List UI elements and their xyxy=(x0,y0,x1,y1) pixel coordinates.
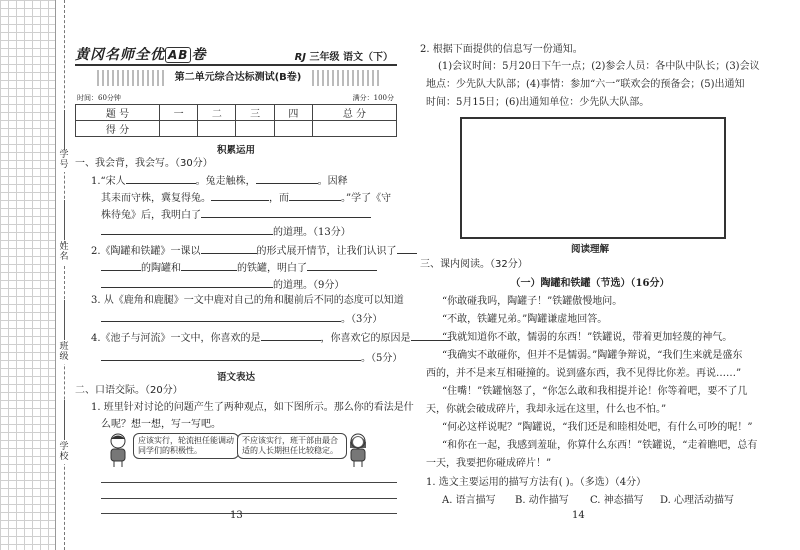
text: 。兔走触株， xyxy=(195,176,256,187)
page-number: 14 xyxy=(572,510,585,521)
grade-subject: 三年级 语文（下） xyxy=(309,52,393,63)
section-heading: 语文表达 xyxy=(216,372,255,383)
score-cell: 四 xyxy=(274,105,312,121)
option-b[interactable]: B. 动作描写 xyxy=(515,495,569,506)
question-text xyxy=(91,243,417,258)
score-input-cell[interactable] xyxy=(274,121,312,137)
brand-name: 黄冈名师全优 xyxy=(75,47,165,63)
question-text xyxy=(91,330,451,345)
cut-line xyxy=(64,0,65,550)
boy-illustration-icon xyxy=(105,432,131,468)
text: ，而 xyxy=(269,193,289,204)
question-text xyxy=(91,294,404,307)
page-header xyxy=(75,44,397,66)
section-heading: 阅读理解 xyxy=(570,244,609,255)
score-table-score-row xyxy=(76,121,397,137)
passage-line: “你敢碰我吗，陶罐子！”铁罐傲慢地问。 xyxy=(442,296,623,307)
score-input-cell[interactable] xyxy=(160,121,198,137)
blank[interactable] xyxy=(289,190,341,201)
score-input-cell[interactable] xyxy=(312,121,396,137)
page-number: 13 xyxy=(230,510,243,521)
question-heading: 二、口语交际。（20分） xyxy=(75,385,183,396)
brand-ab: AB xyxy=(165,47,191,63)
question-heading: 三、课内阅读。（32分） xyxy=(420,259,528,270)
question-text xyxy=(101,190,391,205)
score-cell: 二 xyxy=(198,105,236,121)
passage-line: 一天，我要把你碰成碎片！” xyxy=(426,458,552,469)
student-id-field[interactable] xyxy=(64,110,66,150)
blank[interactable] xyxy=(101,224,273,235)
text: ，你喜欢它的原因是 xyxy=(320,333,411,344)
notice-answer-box[interactable] xyxy=(460,117,726,239)
name-label: 姓名 xyxy=(57,242,71,264)
score-cell: 总 分 xyxy=(312,105,396,121)
option-c[interactable]: C. 神态描写 xyxy=(590,495,644,506)
question-text: 1. 班里针对讨论的问题产生了两种观点，如下图所示。那么你的看法是什 xyxy=(91,402,414,413)
passage-line: “和你在一起，我感到羞耻，你算什么东西！”铁罐说，“走着瞧吧，总有 xyxy=(442,440,758,451)
text: 株待兔》后，我明白了 xyxy=(101,210,201,221)
speech-bubble-left: 应该实行，轮流担任能调动同学们的积极性。 xyxy=(133,433,239,459)
option-d[interactable]: D. 心理活动描写 xyxy=(660,495,735,506)
score-cell: 一 xyxy=(160,105,198,121)
blank[interactable] xyxy=(181,260,237,271)
text: 4.《池子与河流》一文中，你喜欢的是 xyxy=(91,333,261,344)
blank[interactable] xyxy=(256,173,318,184)
text: 的陶罐和 xyxy=(141,263,181,274)
blank[interactable] xyxy=(397,243,417,254)
text: 的道理。（9分） xyxy=(273,280,345,291)
question-text xyxy=(101,350,402,365)
answer-line[interactable] xyxy=(101,482,397,483)
school-label: 学校 xyxy=(57,442,71,464)
text: 。（3分） xyxy=(341,314,383,325)
name-field[interactable] xyxy=(64,200,66,240)
score-cell: 三 xyxy=(236,105,274,121)
brand-suffix: 卷 xyxy=(191,47,207,63)
score-table-header-row xyxy=(76,105,397,121)
text: 3. 从《鹿角和鹿腿》一文中鹿对自己的角和腿前后不同的态度可以知道 xyxy=(91,295,404,306)
right-page xyxy=(420,0,790,550)
question-text: 地点：少先队大队部；(4)事情：参加“六一”联欢会的预备会；(5)出通知 xyxy=(426,79,745,90)
blank[interactable] xyxy=(126,173,196,184)
passage-line: “我确实不敢碰你，但并不是懦弱。”陶罐争辩说，“我们生来就是盛东 xyxy=(442,350,743,361)
question-text: 1. 选文主要运用的描写方法有( )。（多选）（4分） xyxy=(426,477,647,488)
test-title-bar xyxy=(97,70,379,86)
brand-logo xyxy=(75,44,206,64)
blank[interactable] xyxy=(101,260,141,271)
blank[interactable] xyxy=(201,243,257,254)
section-heading: 积累运用 xyxy=(216,145,255,156)
blank[interactable] xyxy=(101,311,341,322)
score-cell: 得 分 xyxy=(76,121,160,137)
blank[interactable] xyxy=(101,277,273,288)
question-text xyxy=(101,260,377,275)
text: 。（5分） xyxy=(361,353,403,364)
test-title: 第二单元综合达标测试(B卷) xyxy=(167,70,309,86)
question-text: 时间：5月15日；(6)出通知单位：少先队大队部。 xyxy=(426,97,650,108)
binding-strip xyxy=(55,0,73,550)
text: 的形式展开情节，让我们认识了 xyxy=(256,246,397,257)
student-id-label: 学号 xyxy=(57,150,71,172)
blank[interactable] xyxy=(101,350,361,361)
answer-line[interactable] xyxy=(101,513,397,514)
blank[interactable] xyxy=(261,330,321,341)
option-a[interactable]: A. 语言描写 xyxy=(442,495,496,506)
score-input-cell[interactable] xyxy=(198,121,236,137)
class-label: 班级 xyxy=(57,342,71,364)
question-text: 2. 根据下面提供的信息写一份通知。 xyxy=(420,44,583,55)
class-field[interactable] xyxy=(64,300,66,340)
text: 。”学了《守 xyxy=(341,193,392,204)
text: 1.“宋人 xyxy=(91,176,126,187)
text: 的铁罐，明白了 xyxy=(237,263,307,274)
question-text: (1)会议时间：5月20日下午一点；(2)参会人员：各中队中队长；(3)会议 xyxy=(438,61,760,72)
blank[interactable] xyxy=(201,207,371,218)
question-text xyxy=(101,277,344,292)
speech-bubble-right: 不应该实行，班干部由最合适的人长期担任比较稳定。 xyxy=(237,433,347,459)
text: 2.《陶罐和铁罐》一课以 xyxy=(91,246,201,257)
passage-title: （一）陶罐和铁罐（节选）（16分） xyxy=(510,278,670,289)
question-heading: 一、我会背，我会写。（30分） xyxy=(75,158,213,169)
passage-line: “我就知道你不敢，懦弱的东西！”铁罐说，带着更加轻蔑的神气。 xyxy=(442,332,733,343)
passage-line: “不敢，铁罐兄弟。”陶罐谦虚地回答。 xyxy=(442,314,608,325)
blank[interactable] xyxy=(307,260,377,271)
score-cell: 题 号 xyxy=(76,105,160,121)
blank[interactable] xyxy=(211,190,269,201)
edition-label: RJ xyxy=(294,52,307,63)
question-text xyxy=(101,311,382,326)
school-field[interactable] xyxy=(64,400,66,440)
text: 。因释 xyxy=(317,176,348,187)
question-text: 么呢？想一想，写一写吧。 xyxy=(101,419,221,430)
time-limit: 时间：60分钟 xyxy=(77,94,121,102)
full-score: 满分：100分 xyxy=(352,94,394,102)
score-input-cell[interactable] xyxy=(236,121,274,137)
passage-line: “住嘴！”铁罐恼怒了，“你怎么敢和我相提并论！你等着吧，要不了几 xyxy=(442,386,748,397)
question-text xyxy=(101,224,351,239)
grid-margin xyxy=(0,0,56,550)
passage-line: “何必这样说呢？”陶罐说，“我们还是和睦相处吧，有什么可吵的呢！” xyxy=(442,422,753,433)
answer-line[interactable] xyxy=(101,498,397,499)
passage-line: 西的，并不是来互相碰撞的。说到盛东西，我不见得比你差。再说……” xyxy=(426,368,742,379)
subject-label xyxy=(295,48,393,63)
passage-line: 天，你就会破成碎片，我却永远在这里，什么也不怕。” xyxy=(426,404,667,415)
text: 的道理。（13分） xyxy=(273,227,351,238)
question-text xyxy=(101,207,371,222)
girl-illustration-icon xyxy=(345,432,371,468)
score-table xyxy=(75,104,397,137)
question-text xyxy=(91,173,348,188)
text: 其耒而守株，冀复得兔。 xyxy=(101,193,211,204)
left-page xyxy=(75,0,414,550)
